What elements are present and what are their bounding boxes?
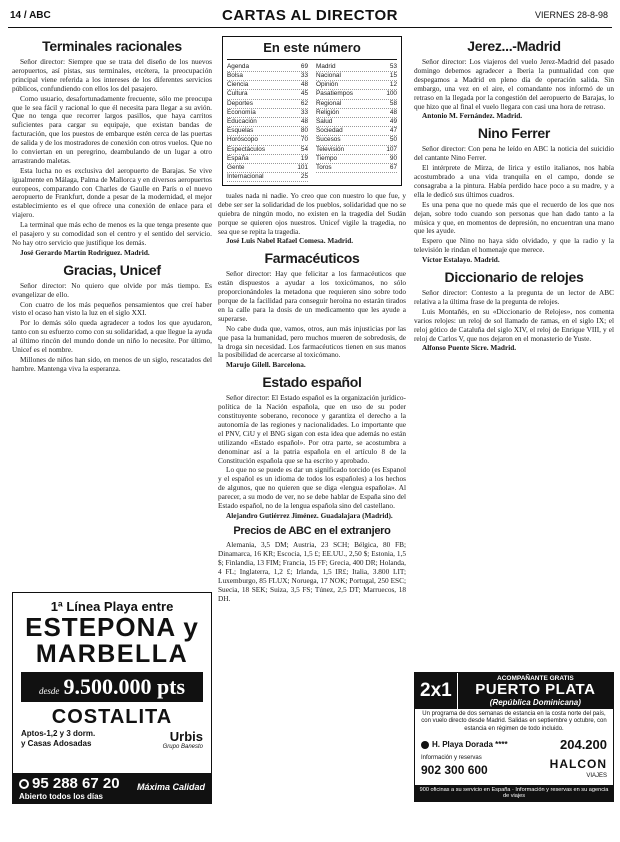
index-entry-page: 48 [300, 117, 308, 125]
index-entry-label: Espectáculos [227, 145, 266, 153]
index-entry-label: Opinión [316, 81, 339, 89]
ad-tel-label: Información y reservas [421, 755, 482, 762]
index-entry[interactable] [316, 109, 397, 118]
index-entry-page: 70 [300, 136, 308, 144]
index-entry[interactable] [316, 72, 397, 81]
letter-paragraph: No cabe duda que, vamos, otros, aun más injusticias por las que pasa la humanidad, pero muchos mueren de sobredosis, de la droga sin necesidad. Los farmacéuticos tienen en sus manos la posibilidad de acercarse al toxicómano. [218, 323, 406, 360]
index-entry-label: Religión [316, 108, 340, 116]
letter-paragraph: El intérprete de Mirza, de lírica y estilo italianos, nos había acostumbrado a una vida tranquila en el campo, donde se consagraba a la pintura. Había perdido hace poco a su madre, y a ella le dedicó sus últimos cuadros. [414, 163, 614, 199]
letter-title-unicef: Gracias, Unicef [63, 261, 161, 278]
index-entry[interactable] [227, 127, 308, 136]
letter-paragraph: Esta lucha no es exclusiva del aeropuerto de Barajas. Se vive igualmente en Málaga, Palma de Mallorca y en diversos aeropuertos europeos, comparando con Charles de Gaulle en París o el nuevo aeropuerto de Frankfurt, donde a pesar de la modernidad, el mejor establecimiento es el que ofrece una conexión de enlace para el viajero. [12, 165, 212, 220]
column-middle [218, 34, 406, 604]
ad-footer: 900 oficinas a su servicio en España · Información y reservas en su agencia de viajes [415, 785, 613, 801]
ad-country: (República Dominicana) [489, 697, 581, 707]
column-left [12, 34, 212, 375]
index-entry-page: 33 [300, 108, 308, 116]
index-entry-page: 58 [389, 99, 397, 107]
prices-title: Precios de ABC en el extranjero [233, 524, 391, 537]
index-entry-page: 49 [389, 117, 397, 125]
index-entry-label: Nacional [316, 72, 341, 80]
letter-paragraph: La terminal que más echo de menos es la que tenga presente que el pasajero y su comodidad son el centro y el sentido del servicio. No hay otro servicio que justifique los demás. [12, 220, 212, 247]
index-entry-page: 12 [389, 81, 397, 89]
prices-paragraph: Alemania, 3,5 DM; Austria, 23 SCH; Bélgica, 80 FB; Dinamarca, 16 KR; Escocia, 1,5 £; EE.UU., 2,50 $; Estonia, 1,5 $; Finlandia, 13 FIM; Francia, 15 FF; Grecia, 400 DR; Holanda, 4 FL; Inglaterra, 1,2 £; Irlanda, 1,5 IR£; Italia, 3.800 LIT; Luxemburgo, 85 FLUX; Noruega, 17 NOK; Portugal, 250 ESC; Suecia, 18 SEK; Suiza, 3,5 FS; Túnez, 2,5 DT; Marruecos, 18 DH. [218, 540, 406, 603]
index-entry[interactable] [316, 118, 397, 127]
index-entry[interactable] [316, 146, 397, 155]
index-entry-label: Televisión [316, 145, 345, 153]
ad-phone-number: 95 288 67 20 [32, 775, 120, 792]
page-header [8, 6, 612, 28]
letter-paragraph: Es una pena que no quede más que el recuerdo de los que nos dejan, sobre todo cuando son personas que han dado tanto a la música y que, en momentos de depresión, no encuentran una mano que les ayude. [414, 199, 614, 236]
index-entry-page: 25 [300, 173, 308, 181]
index-entry-page: 19 [300, 154, 308, 162]
index-entry[interactable] [227, 90, 308, 99]
index-entry-page: 101 [297, 163, 308, 171]
ad-hotel-price: 204.200 [560, 737, 607, 753]
index-entry[interactable] [316, 63, 397, 72]
ad-price-band [21, 672, 203, 702]
index-entry-label: Ciencia [227, 81, 249, 89]
ad-hotel-offer [415, 735, 613, 754]
index-entry-label: Gente [227, 163, 245, 171]
index-entry-page: 107 [386, 145, 397, 153]
letter-paragraph: Luis Montañés, en su «Diccionario de Relojes», nos comenta varios relojes: un reloj de sol llamado de ramas, en el siglo IX; el reloj gótico de Cataluña del siglo XIV, el reloj de Enrique VIII, y el reloj de Carlos V, que nos dejaron en el monasterio de Yuste. [414, 306, 614, 343]
index-entry[interactable] [227, 173, 308, 182]
letter-paragraph: Señor director: Hay que felicitar a los farmacéuticos que están dispuestos a ayudar a los toxicómanos, no sólo proporcionándoles la metadona que requieren sino sobre todo porque de la facilidad para conseguir heroína no estarán tirados en la calle para la dosis de un medicamento que les ayude a superarse. [218, 269, 406, 323]
index-entry[interactable] [316, 90, 397, 99]
index-entry-label: Sucesos [316, 136, 341, 144]
letter-paragraph: Señor director: Contesto a la pregunta de un lector de ABC relativa a la última frase de la pregunta de relojes. [414, 288, 614, 306]
ad-destination: PUERTO PLATA [475, 681, 596, 698]
letter-signature: José Luis Nabel Rafael Comesa. Madrid. [226, 236, 354, 246]
ad-price: 9.500.000 pts [63, 673, 186, 699]
letter-paragraph: tuales nada ni nadie. Yo creo que con nuestro lo que fue, y debe ser ser la solidaridad de los pueblos, solidaridad que no se quiebra de ningún modo, no existen en la tragedia del Sudán porque se quieren ojos nuestros. Unicef vigile la tragedia, no sea que se repita la tragedia. [218, 191, 406, 236]
index-entry-label: Tiempo [316, 154, 338, 162]
letter-paragraph: Señor director: El Estado español es la organización jurídico-política de la Nación española, que en uso de su poder constituyente soberano, reconoce y garantiza el derecho a la autonomía de las regiones y nacionalidades. Lo importante que el PNV, CiU y el BNG sigan con esta idea que además no están utilizando «Estado español». Por otra parte, se acostumbra a denominar así a la patria española en el artículo 8 de la Constitución española que se ha escrito y aprobado. [218, 393, 406, 465]
index-entry[interactable] [316, 164, 397, 173]
letter-paragraph: Por lo demás sólo queda agradecer a todos los que ayudaron, tanto con su esfuerzo como con su solidaridad, a que llegue la ayuda al último rincón del mundo donde un niño lo necesite. Por último, Unicef es el nombre. [12, 318, 212, 354]
ad-costalita[interactable] [12, 592, 212, 804]
letter-paragraph: Señor director: Con pena he leído en ABC la noticia del suicidio del cantante Nino Ferrer. [414, 144, 614, 163]
index-entry[interactable] [227, 109, 308, 118]
ad-price-from: desde [38, 685, 60, 696]
index-entry-page: 47 [389, 127, 397, 135]
ad-houses: y Casas Adosadas [21, 739, 92, 749]
index-entry-label: España [227, 154, 249, 162]
index-entry-label: Sociedad [316, 127, 343, 135]
letter-paragraph: Con cuatro de los más pequeños pensamientos que creí haber visto el ocaso han visto la luz en el siglo XXI. [12, 299, 212, 318]
index-entry[interactable] [227, 72, 308, 81]
index-entry-page: 80 [300, 127, 308, 135]
index-entry[interactable] [316, 127, 397, 136]
index-entry[interactable] [227, 118, 308, 127]
issue-date: VIERNES 28-8-98 [534, 10, 608, 20]
letter-signature: Alejandro Gutiérrez Jiménez. Guadalajara (Madrid). [226, 510, 393, 520]
index-entry-label: Internacional [227, 173, 264, 181]
index-entry[interactable] [316, 81, 397, 90]
ad-quality: Máxima Calidad [136, 782, 205, 793]
ad-contact-bar [13, 773, 211, 803]
ad-brand: COSTALITA [51, 705, 173, 728]
index-entry-page: 100 [386, 90, 397, 98]
index-entry-page: 53 [389, 62, 397, 70]
column-right [414, 34, 614, 354]
letter-paragraph: Lo que no se puede es dar un significado torcido (es Espanol y el español es un idioma de todos los españoles) a los hechos de algunos, que no quieren que se diga «lengua española». Al parecer, a su modo de ver, no se debe hablar de España sino del Estado español, no de la lengua española sino del castellano. [218, 465, 406, 510]
letter-title-estado: Estado español [262, 374, 362, 391]
letter-paragraph: Millones de niños han sido, en menos de un siglo, rescatados del hambre. Mantenga viva la esperanza. [12, 354, 212, 373]
ad-apartments: Aptos-1,2 y 3 dorm. [21, 729, 96, 739]
index-title: En este número [227, 40, 397, 60]
index-entry-page: 67 [389, 163, 397, 171]
halcon-sub: VIAJES [586, 773, 607, 780]
urbis-logo [163, 729, 203, 750]
letter-signature: Víctor Estalayo. Madrid. [422, 255, 500, 265]
letter-signature: José Gerardo Martín Rodríguez. Madrid. [20, 247, 150, 257]
section-title: CARTAS AL DIRECTOR [222, 7, 398, 24]
index-entry-page: 54 [300, 145, 308, 153]
index-column-right [316, 63, 397, 182]
index-entry-label: Horóscopo [227, 136, 258, 144]
page-label: 14 / ABC [10, 10, 51, 21]
urbis-group: Grupo Banesto [162, 743, 203, 750]
index-entry-label: Agenda [227, 62, 250, 70]
ad-hotel-name: H. Playa Dorada **** [432, 740, 508, 750]
ad-phone[interactable] [19, 775, 120, 792]
index-box [222, 36, 402, 186]
index-entry[interactable] [316, 155, 397, 164]
ad-halcon-puerto-plata[interactable] [414, 672, 614, 802]
index-entry-label: Toros [316, 163, 332, 171]
ad-description: Un programa de dos semanas de estancia en la costa norte del país, con vuelo directo desde Madrid. Salidas en septiembre y octubre, con estancia en régimen de todo incluido. [421, 710, 607, 732]
index-entry[interactable] [227, 164, 308, 173]
letter-signature: Antonio M. Fernández. Madrid. [422, 111, 523, 121]
letter-title-farmaceuticos: Farmacéuticos [264, 250, 360, 267]
index-entry-label: Regional [316, 99, 342, 107]
sun-icon [421, 741, 429, 749]
index-entry-label: Madrid [316, 62, 336, 70]
index-entry[interactable] [316, 136, 397, 145]
ad-tagline: 1ª Línea Playa entre [50, 599, 174, 614]
index-entry-label: Esquelas [227, 127, 254, 135]
letter-title-relojes: Diccionario de relojes [444, 268, 584, 285]
index-entry-label: Cultura [227, 90, 248, 98]
index-entry[interactable] [227, 136, 308, 145]
letter-title-terminales: Terminales racionales [42, 38, 182, 54]
index-entry[interactable] [227, 100, 308, 109]
ad-booking-info [415, 754, 613, 780]
urbis-name: Urbis [169, 728, 203, 744]
index-entry-page: 69 [300, 62, 308, 70]
index-entry[interactable] [227, 63, 308, 72]
index-entry[interactable] [227, 155, 308, 164]
index-entry-label: Bolsa [227, 72, 243, 80]
index-entry[interactable] [227, 146, 308, 155]
index-entry[interactable] [227, 81, 308, 90]
index-entry-label: Educación [227, 117, 257, 125]
letter-paragraph: Como usuario, desafortunadamente frecuente, sólo me preocupa que le sea fácil y racional lo que él necesita para llegar a su avión. Que no tenga que recorrer largos pasillos, que haya carritos suficientes para cargar su equipaje, que existan bandas de facturación, que los puestos de embarque estén cerca de las puertas de salida y de los mostradores de conexión con otros vuelos. Que no lo conviertan en un peregrino, deambulando de un lugar a otro arrastrando maletas. [12, 93, 212, 165]
index-entry-page: 90 [389, 154, 397, 162]
index-entry-page: 62 [300, 99, 308, 107]
index-entry-label: Deportes [227, 99, 253, 107]
index-entry-page: 33 [300, 72, 308, 80]
index-entry-page: 48 [300, 81, 308, 89]
index-entry-label: Economía [227, 108, 256, 116]
ad-location-estepona: ESTEPONA y [25, 612, 199, 642]
ad-2x1-badge: 2x1 [415, 673, 458, 709]
index-entry-label: Salud [316, 117, 333, 125]
index-entry[interactable] [316, 100, 397, 109]
index-entry-page: 50 [389, 136, 397, 144]
index-entry-label: Pasatiempos [316, 90, 353, 98]
letter-signature: Marujo Gilell. Barcelona. [226, 360, 306, 370]
ad-offer-label: ACOMPAÑANTE GRATIS [497, 675, 574, 682]
halcon-logo: HALCON [549, 757, 607, 772]
letter-paragraph: Señor director: Siempre que se trata del diseño de los nuevos aeropuertos, así pistas, sus terminales, etcétera, la preocupación principal viene referida a los intereses de los diferentes servicios públicos, confundiendo con ellos los del pasajero. [12, 57, 212, 93]
letter-paragraph: Señor director: Los viajeros del vuelo Jerez-Madrid del pasado domingo debemos agradecer a Iberia la puntualidad con que despegamos a Madrid en pleno día de operación salida. Sin embargo, una vez en el aire, el comandante nos informó de un retraso en la llegada por la congestión del aeropuerto de Barajas, lo que hizo que al final el vuelo llegara con casi una hora de retraso. [414, 57, 614, 111]
letter-paragraph: Señor director: No quiero que olvide por más tiempo. Es evangelizar de ello. [12, 280, 212, 299]
ad-open-hours: Abierto todos los días [19, 792, 104, 801]
index-column-left [227, 63, 308, 182]
letter-title-jerez: Jerez...-Madrid [467, 38, 561, 54]
index-entry-page: 15 [389, 72, 397, 80]
ad-tel[interactable]: 902 300 600 [421, 763, 488, 778]
phone-icon [19, 779, 29, 789]
letter-signature: Alfonso Puente Sicre. Madrid. [422, 343, 517, 353]
ad-details [13, 729, 211, 750]
ad-location-marbella: MARBELLA [35, 640, 189, 669]
letter-title-nino-ferrer: Nino Ferrer [477, 125, 551, 142]
letter-paragraph: Espero que Nino no haya sido olvidado, y que la radio y la televisión le rindan el homenaje que merece. [414, 236, 614, 255]
index-entry-page: 48 [389, 108, 397, 116]
index-entry-page: 45 [300, 90, 308, 98]
